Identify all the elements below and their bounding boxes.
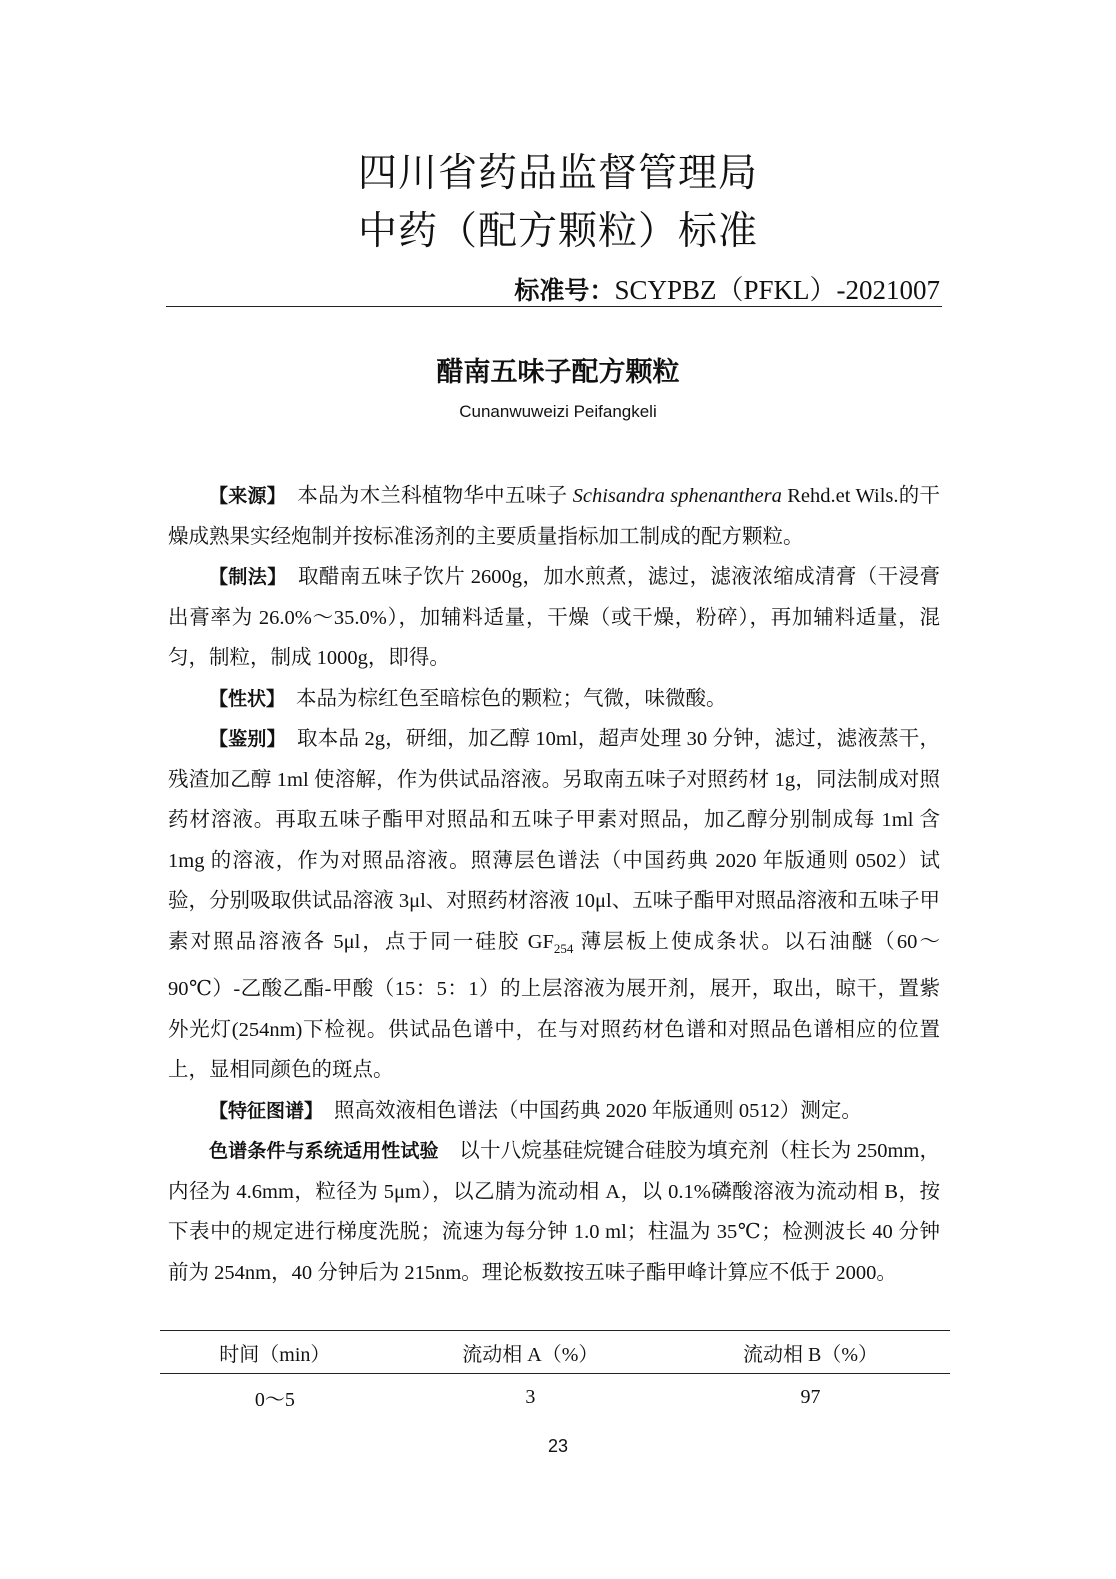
standard-number: SCYPBZ（PFKL）-2021007 <box>614 275 940 305</box>
character-paragraph <box>168 679 940 720</box>
header-divider <box>166 306 942 307</box>
fingerprint-text: 照高效液相色谱法（中国药典 2020 年版通则 0512）测定。 <box>313 1099 862 1122</box>
source-paragraph <box>168 476 940 557</box>
product-pinyin-title: Cunanwuweizi Peifangkeli <box>459 402 657 421</box>
identification-paragraph <box>168 719 940 1091</box>
table-cell-phase-b: 97 <box>800 1386 821 1409</box>
table-cell-time: 0～5 <box>254 1389 295 1412</box>
character-tag: 【性状】 <box>209 687 276 710</box>
table-header-phase-a: 流动相 A（%） <box>462 1343 599 1366</box>
source-text-2: Rehd.et Wils.的干燥成熟果实经炮制并按标准汤剂的主要质量指标加工制成的配方颗粒。 <box>168 485 941 548</box>
table-row <box>160 1374 950 1422</box>
gradient-table <box>160 1330 950 1422</box>
method-text: 取醋南五味子饮片 2600g，加水煎煮，滤过，滤液浓缩成清膏（干浸膏出膏率为 26.0%～35.0%），加辅料适量，干燥（或干燥，粉碎），再加辅料适量，混匀，制粒，制成 1000g，即得。 <box>168 566 940 669</box>
product-title: 醋南五味子配方颗粒 <box>436 357 680 388</box>
identification-text-1: 取本品 2g，研细，加乙醇 10ml，超声处理 30 分钟，滤过，滤液蒸干，残渣加乙醇 1ml 使溶解，作为供试品溶液。另取南五味子对照药材 1g，同法制成对照药材溶液。再取五味子酯甲对照品和五味子甲素对照品，加乙醇分别制成每 1ml 含 1mg 的溶液，作为对照品溶液。照薄层色谱法（中国药典 2020 年版通则 0502）试验，分别吸取供试品溶液 3μl、对照药材溶液 10μl、五味子酯甲对照品溶液和五味子甲素对照品溶液各 5μl，点于同一硅胶 GF <box>168 728 940 953</box>
page-number: 23 <box>547 1436 569 1456</box>
document-body <box>168 476 940 1293</box>
table-header-phase-b: 流动相 B（%） <box>742 1343 878 1366</box>
conditions-paragraph <box>168 1131 940 1293</box>
table-header-row <box>160 1331 950 1374</box>
method-tag: 【制法】 <box>209 566 278 588</box>
standard-number-line <box>514 268 940 307</box>
method-paragraph <box>168 557 940 679</box>
identification-tag: 【鉴别】 <box>209 728 277 750</box>
standard-number-label: 标准号： <box>514 276 615 305</box>
issuer-title: 四川省药品监督管理局 <box>357 151 758 196</box>
table-cell-phase-a: 3 <box>525 1386 536 1409</box>
fingerprint-paragraph <box>168 1091 940 1132</box>
source-text-1: 本品为木兰科植物华中五味子 <box>276 485 573 507</box>
identification-text-2: 薄层板上使成条状。以石油醚（60～90℃）-乙酸乙酯-甲酸（15：5：1）的上层溶液为展开剂，展开，取出，晾干，置紫外光灯(254nm)下检视。供试品色谱中，在与对照药材色谱和对照品色谱相应的位置上，显相同颜色的斑点。 <box>168 930 940 1082</box>
table-header-time: 时间（min） <box>219 1343 331 1366</box>
character-text: 本品为棕红色至暗棕色的颗粒；气微，味微酸。 <box>275 687 727 710</box>
identification-subscript: 254 <box>553 940 574 956</box>
fingerprint-tag: 【特征图谱】 <box>209 1099 314 1122</box>
standard-type-title: 中药（配方颗粒）标准 <box>357 209 758 254</box>
conditions-text: 以十八烷基硅烷键合硅胶为填充剂（柱长为 250mm，内径为 4.6mm，粒径为 5μm），以乙腈为流动相 A，以 0.1%磷酸溶液为流动相 B，按下表中的规定进行梯度洗脱；流速为每分钟 1.0 ml；柱温为 35℃；检测波长 40 分钟前为 254nm，40 分钟后为 215nm。理论板数按五味子酯甲峰计算应不低于 2000。 <box>168 1140 940 1284</box>
source-tag: 【来源】 <box>209 485 277 507</box>
conditions-tag: 色谱条件与系统适用性试验 <box>209 1140 439 1163</box>
source-latin-name: Schisandra sphenanthera <box>572 485 782 507</box>
